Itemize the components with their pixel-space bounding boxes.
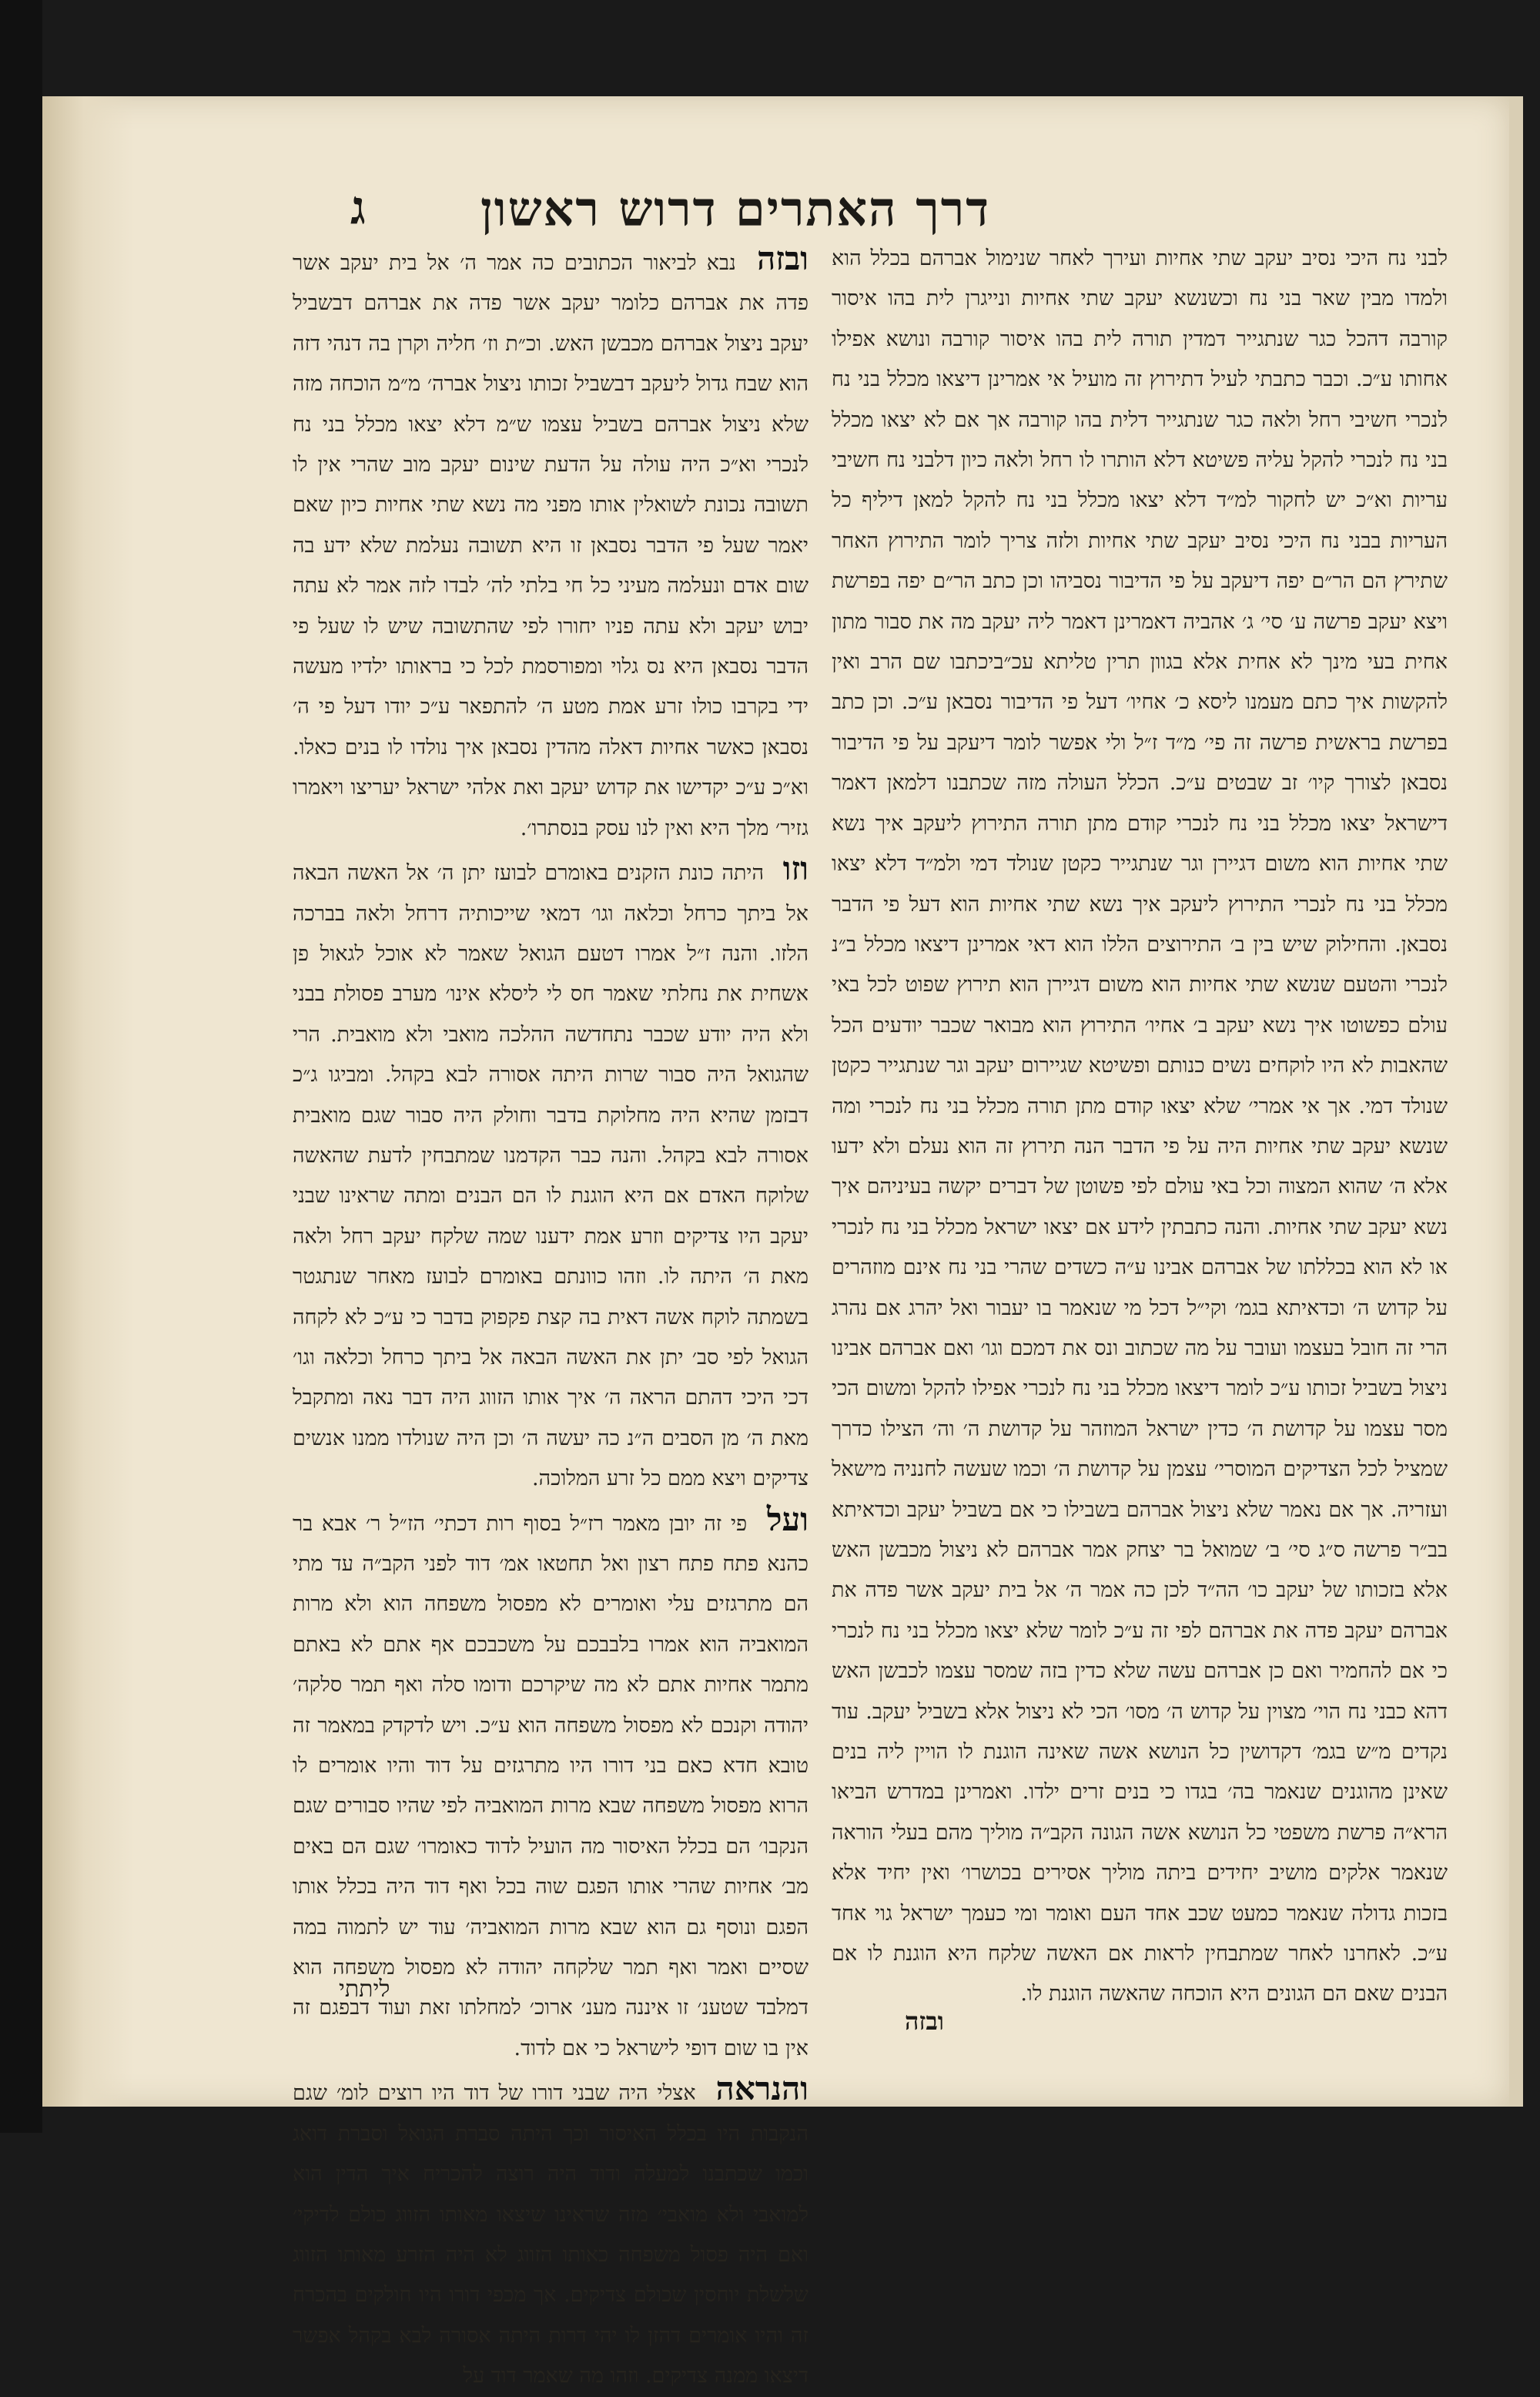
section-head-word: והנראה — [715, 2070, 808, 2108]
book-binding — [0, 0, 42, 2133]
section-text: פי זה יובן מאמר רז״ל בסוף רות דכתי׳ הז״ל ר׳ אבא בר כהנא פתח פתח רצון ואל תחטאו אמ׳ דוד לפני הקב״ה עד מתי הם מתרגזים עלי ואומרים לא מפסול משפחה הוא ולא מרות המואביה הוא אמרו בלבבכם על משכבכם אף אתם לא באתם מתמר אחיות אתם לא מה שיקרכם ודומו סלה ואף תמר סלקה׳ יהודה וקנכם לא מפסול משפחה הוא ע״כ. ויש לדקדק במאמר זה טובא חדא כאם בני דורו היו מתרגזים על דוד והיו אומרים לו הרוא מפסול משפחה שבא מרות המואביה לפי שהיו סבורים שגם הנקבו׳ הם בכלל האיסור מה הועיל לדוד כאומרו׳ שגם הם באים מב׳ אחיות שהרי אותו הפגם שוה בכל ואף דוד היה בכלל אותו הפגם ונוסף גם הוא שבא מרות המואביה׳ עוד יש לתמוה במה שסיים ואמר ואף תמר שלקחה יהודה לא מפסול משפחה הוא דמלבד שטענ׳ זו איננה מענ׳ ארוכ׳ למחלתו זאת ועוד דבפגם זה אין בו שום דופי לישראל כי אם לדוד. — [293, 1511, 808, 2060]
catchword-left: ליתתי — [339, 1976, 390, 2003]
section-text: אצלי היה שבני דורו של דוד היו רוצים לומ׳ שגם הנקבות היו בכלל האיסור וכך היתה סברת הגואל וסברת דואג וכמו שכתבנו למעלה ודוד היה רוצה להכריח איך הדין הוא למואבי ולא מואבי׳ מזה שראינו שיצאו מאותו הזווג כולם לדיקי׳ ואם היה פסול משפחה כאותו הזווג לא היה הזרע מאותו הזווג שלשלת יוחסין שכולם צדיקים. אך מכפי דורו היו חולקים בהכרח זה והיו אומרים דהזן לו יהי דרות היתה אסורה לבא בקהל אפשר דיצאו ממנה צדיקים. וזהו מה שאמר דוד על — [293, 2081, 808, 2389]
right-text-column — [832, 239, 1448, 2033]
section-head-word: ובזה — [757, 240, 808, 277]
section-text: היתה כונת הזקנים באומרם לבועז יתן ה׳ אל האשה הבאה אל ביתך כרחל וכלאה וגו׳ דמאי שייכותיה דרחל ולאה בברכה הלזו. והנה ז״ל אמרו דטעם הגואל שאמר לא אוכל לגאול פן אשחית את נחלתי שאמר חס לי ליסלא אינו׳ מערב פסולת בבני ולא היה יודע שכבר נתחדשה ההלכה מואבי ולא מואבית. הרי שהגואל היה סבור שרות היתה אסורה לבא בקהל. ומביגו ג״כ דבזמן שהיא היה מחלוקת בדבר וחולק היה סבור שגם מואבית אסורה לבא בקהל. והנה כבר הקדמנו שמתבחין לדעת שהאשה שלוקח האדם אם היא הוגנת לו הם הבנים ומתה שראינו שבני יעקב היו צדיקים וזרע אמת ידענו שמה שלקח יעקב רחל ולאה מאת ה׳ היתה לו. וזהו כוונתם באומרם לבועז מאחר שנתגטר בשמתה לוקח אשה דאית בה קצת פקפוק בדבר כי ע״כ לא לקחה הגואל לפי סב׳ יתן את האשה הבאה אל ביתך כרחל וכלאה וגו׳ דכי היכי דהתם הראה ה׳ איך אותו הזווג היה דבר נאה ומתקבל מאת ה׳ מן הסבים ה״נ כה יעשה ה׳ וכן היה שנולדו ממנו אנשים צדיקים ויצא ממם כל זרע המלוכה. — [293, 861, 808, 1491]
book-page — [42, 96, 1523, 2389]
left-section-2 — [293, 849, 808, 1500]
running-head: דרך האתרים דרוש ראשון — [480, 181, 991, 237]
section-head-word: ועל — [766, 1500, 808, 1538]
left-section-1 — [293, 239, 808, 849]
frayed-edge — [42, 96, 135, 2107]
section-text: נבא לביאור הכתובים כה אמר ה׳ אל בית יעקב אשר פדה את אברהם כלומר יעקב אשר פדה את אברהם דבשביל יעקב ניצול אברהם מכבשן האש. וכ״ת וז׳ חליה וקרן בה דנהי דזה הוא שבח גדול ליעקב דבשביל זכותו ניצול אברה׳ מ״מ הוכחה מזה שלא ניצול אברהם בשביל עצמו ש״מ דלא יצאו מכלל בני נח לנכרי וא״כ היה עולה על הדעת שינום יעקב מוב שהרי אין לו תשובה נכונת לשואלין אותו מפני מה נשא שתי אחיות כיון שאם יאמר שעל פי הדבר נסבאן זו היא תשובה נעלמת שלא ידע בה שום אדם ונעלמה מעיני כל חי בלתי לה׳ לבדו לזה אמר לא עתה יבוש יעקב ולא עתה פניו יחורו לפי שהתשובה שיש לו שעל פי הדבר נסבאן היא נס גלוי ומפורסמת לכל כי בראותו ילדיו מעשה ידי בקרבו כולו זרע אמת מטע ה׳ להתפאר ע״כ יודו דעל פי ה׳ נסבאן כאשר אחיות דאלה מהדין נסבאן איך נולדו לו בנים כאלו. וא״כ ע״כ יקדישו את קדוש יעקב ואת אלהי ישראל יעריצו ויאמרו גזיר׳ מלך היא ואין לנו עסק בנסתרו׳. — [293, 251, 808, 840]
catchword-right: ובזה — [905, 2006, 944, 2036]
folio-number: ג — [350, 181, 366, 235]
section-head-word: וזו — [782, 850, 808, 888]
right-column-paragraph: לבני נח היכי נסיב יעקב שתי אחיות ועירך לאחר שנימול אברהם בכלל הוא ולמדו מבין שאר בני נח וכשנשא יעקב שתי אחיות ונייגרן לית בהו איסור קורבה דהכל כגר שנתגייר דמדין תורה לית בהו איסור קורבה ונושא אפילו אחותו ע״כ. וכבר כתבתי לעיל דתירוץ זה מועיל אי אמרינן דיצאו מכלל בני נח לנכרי חשיבי רחל ולאה כגר שנתגייר דלית בהו קורבה אך אם לא יצאו מכלל בני נח לנכרי להקל עליה פשיטא דלא הותרו לו רחל ולאה כיון דלבני נח חשיבי עריות וא״כ יש לחקור למ״ד דלא יצאו מכלל בני נח להקל למאן דיליף כל העריות בבני נח היכי נסיב יעקב שתי אחיות ולזה צריך לומר התירוץ האחר שתירץ הם הר״ם יפה דיעקב על פי הדיבור נסביהו וכן כתב הר״ם יפה בפרשת ויצא יעקב פרשה ע׳ סי׳ ג׳ אהביה דאמרינן דאמר ליה יעקב מה את סבור מתון אחית בעי מינך לא אחית אלא בגוון תרין טליתא עכ״ביכתבו שם הרב ואין להקשות איך כתם מעמנו ליסא כ׳ אחיו׳ דעל פי הדיבור נסבאן ע״כ. וכן כתב בפרשת בראשית פרשה זה פי׳ מ״ד ז״ל ולי אפשר לומר דיעקב על פי הדיבור נסבאן לצורך קיו׳ זב שבטים ע״כ. הכלל העולה מזה שכתבנו דלמאן דאמר דישראל יצאו מכלל בני נח לנכרי קודם מתן תורה התירוץ ליעקב איך נשא שתי אחיות הוא משום דגיירן וגר שנתגייר כקטן שנולד דמי ולמ״ד דלא יצאו מכלל בני נח לנכרי התירוץ ליעקב איך נשא שתי אחיות הוא דעל פי הדבר נסבאן. והחילוק שיש בין ב׳ התירוצים הללו הוא דאי אמרינן דיצאו מכלל ב״נ לנכרי והטעם שנשא שתי אחיות הוא משום דגיירן הוא תירוץ שפוט לכל באי עולם כפשוטו איך נשא יעקב ב׳ אחיו׳ התירוץ הוא מבואר שכבר יודעים הכל שהאבות לא היו לוקחים נשים כנותם ופשיטא שגיירום יעקב וגר שנתגייר כקטן שנולד דמי. אך אי אמרי׳ שלא יצאו קודם מתן תורה מכלל בני נח לנכרי ומה שנשא יעקב שתי אחיות היה על פי הדבר הנה תירוץ זה הוא נעלם ולא ידעו אלא ה׳ שהוא המצוה וכל באי עולם לפי פשוטן של דברים יקשה בעיניהם איך נשא יעקב שתי אחיות. והנה כתבתין לידע אם יצאו ישראל מכלל בני נח לנכרי או לא הוא בכללתו של אברהם אבינו ע״ה כשדים שהרי בני נח אינם מוזהרים על קדוש ה׳ וכדאיתא בגמ׳ וקי״ל דכל מי שנאמר בו יעבור ואל יהרג אם נהרג הרי זה חובל בעצמו ועובר על מה שכתוב ונס את דמכם וגו׳ ואם אברהם אבינו ניצול בשביל זכותו ע״כ לומר דיצאו מכלל בני נח לנכרי אפילו להקל ומשום הכי מסר עצמו על קדושת ה׳ כדין ישראל המוזהר על קדושת ה׳ וה׳ הצילו כדרך שמציל לכל הצדיקים המוסרי׳ עצמן על קדושת ה׳ וכמו שעשה לחנניה מישאל ועזריה. אך אם נאמר שלא ניצול אברהם בשבילו כי אם בשביל יעקב וכדאיתא בב״ר פרשה ס״ג סי׳ ב׳ שמואל בר יצחק אמר אברהם לא ניצול מכבשן האש אלא בזכותו של יעקב כו׳ הה״ד לכן כה אמר ה׳ אל בית יעקב אשר פדה את אברהם יעקב פדה את אברהם לפי זה ע״כ לומר שלא יצאו מכלל בני נח לנכרי כי אם להחמיר ואם כן אברהם עשה שלא כדין בזה שמסר עצמו לכבשן האש דהא כבני נח הוי׳ מצוין על קדוש ה׳ מסו׳ הכי לא ניצול אלא בשביל יעקב. עוד נקדים מ״ש בגמ׳ דקדושין כל הנושא אשה שאינה הוגנת לו הויין ליה בנים שאינן מהוגנים שנאמר בה׳ בגדו כי בנים זרים ילדו. ואמרינן במדרש הביאו הרא״ה פרשת משפטי כל הנושא אשה הגונה הקב״ה מוליך מהם בעלי הוראה שנאמר אלקים מושיב יחידים ביתה מוליך אסירים בכושרו׳ ואין יחיד אלא בזכות גדולה שנאמר כמעט שכב אחד העם ואומר ומי כעמך ישראל גוי אחד ע״כ. לאחרנו לאחר שמתבחין לראות אם האשה שלקח היא הוגנת לו אם הבנים שאם הם הגונים היא הוכחה שהאשה הוגנת לו. — [832, 246, 1448, 2006]
left-section-4 — [293, 2069, 808, 2396]
left-text-column — [293, 239, 808, 2389]
